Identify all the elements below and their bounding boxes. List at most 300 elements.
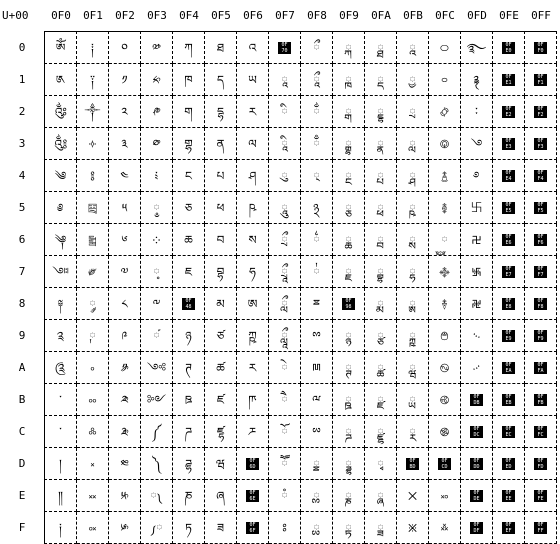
glyph: ྾ — [407, 488, 418, 503]
glyph: ད — [217, 72, 224, 87]
glyph: ྊ — [312, 360, 321, 375]
glyph-cell — [77, 160, 109, 192]
glyph-cell — [333, 416, 365, 448]
missing-glyph-box: 0F E0 — [502, 42, 515, 54]
glyph-cell — [237, 416, 269, 448]
glyph: ྨ — [377, 296, 384, 311]
glyph: པ — [216, 168, 225, 183]
glyph-cell — [44, 192, 77, 224]
glyph-cell — [429, 288, 461, 320]
glyph-cell — [44, 320, 77, 352]
row-header: 7 — [18, 265, 26, 278]
glyph-cell — [109, 384, 141, 416]
unassigned-code-box — [493, 512, 525, 544]
missing-glyph-box: 0F E3 — [502, 138, 515, 150]
glyph: ག — [184, 104, 193, 119]
missing-glyph-box: 0F DF — [470, 522, 483, 534]
glyph-cell — [333, 320, 365, 352]
column-header: 0F1 — [83, 9, 103, 22]
glyph-cell — [365, 224, 397, 256]
glyph-cell — [269, 96, 301, 128]
glyph: ༥ — [121, 200, 128, 215]
glyph-cell — [333, 512, 365, 544]
glyph: ༐ — [91, 40, 94, 55]
glyph: ༢ — [121, 104, 128, 119]
glyph: ༦ — [121, 232, 128, 247]
unassigned-code-box — [493, 192, 525, 224]
unassigned-code-box — [525, 31, 557, 64]
glyph-cell — [365, 320, 397, 352]
unassigned-code-box — [525, 192, 557, 224]
row-header: 8 — [18, 297, 26, 310]
glyph-cell — [461, 160, 493, 192]
glyph: ྷ — [409, 264, 416, 279]
glyph-cell — [301, 31, 333, 64]
glyph: ࿘ — [471, 296, 482, 311]
glyph-cell — [429, 416, 461, 448]
row-header: F — [18, 521, 26, 534]
missing-glyph-box: 0F FE — [534, 490, 547, 502]
glyph: ༜ — [88, 424, 97, 439]
unassigned-code-box — [493, 448, 525, 480]
glyph: ༤ — [120, 168, 129, 183]
glyph-cell — [333, 256, 365, 288]
glyph: ࿕ — [470, 200, 483, 215]
glyph: ླ — [409, 136, 416, 151]
glyph: ཽ — [281, 456, 288, 471]
glyph-cell — [429, 512, 461, 544]
glyph: ༂ — [54, 104, 67, 119]
unassigned-code-box — [493, 384, 525, 416]
missing-glyph-box: 0F EE — [502, 490, 515, 502]
glyph-cell — [461, 64, 493, 96]
column-header: 0F5 — [211, 9, 231, 22]
glyph: ࿎ — [440, 488, 449, 503]
unassigned-code-box — [493, 288, 525, 320]
glyph-cell — [109, 352, 141, 384]
glyph-cell — [301, 224, 333, 256]
unassigned-code-box — [525, 160, 557, 192]
glyph: ྍ — [313, 456, 320, 471]
glyph: ༈ — [57, 296, 64, 311]
glyph: ༴ — [154, 168, 159, 183]
glyph-cell — [365, 64, 397, 96]
glyph-cell — [77, 352, 109, 384]
missing-glyph-box: 0F E6 — [502, 234, 515, 246]
missing-glyph-box: 0F E2 — [502, 106, 515, 118]
glyph: ࿀ — [440, 40, 449, 55]
row-header: 0 — [18, 41, 26, 54]
glyph-cell — [109, 96, 141, 128]
glyph-cell — [205, 64, 237, 96]
glyph: ༡ — [121, 72, 128, 87]
glyph-cell — [205, 288, 237, 320]
glyph-cell — [333, 384, 365, 416]
glyph-cell — [301, 320, 333, 352]
glyph-cell — [141, 416, 173, 448]
glyph: ྶ — [409, 232, 416, 247]
glyph-cell — [365, 384, 397, 416]
glyph: ྡྷ — [377, 104, 384, 119]
glyph-cell — [141, 384, 173, 416]
missing-glyph-box: 0F DC — [470, 426, 483, 438]
missing-glyph-box: 0F EC — [502, 426, 515, 438]
glyph-cell — [269, 352, 301, 384]
glyph-cell — [173, 192, 205, 224]
row-header: A — [18, 361, 26, 374]
glyph: ࿅ — [441, 200, 448, 215]
missing-glyph-box: 0F FC — [534, 426, 547, 438]
glyph: ༗ — [88, 264, 97, 279]
glyph-cell — [397, 352, 429, 384]
unassigned-code-box — [525, 512, 557, 544]
column-header: 0F7 — [275, 9, 295, 22]
glyph-cell — [397, 256, 429, 288]
missing-glyph-box: 0F 6E — [246, 490, 259, 502]
glyph: ༩ — [121, 328, 128, 343]
glyph: ༟ — [88, 520, 97, 535]
glyph-cell — [333, 31, 365, 64]
glyph: ༀ — [55, 40, 66, 55]
glyph: ྯ — [377, 520, 384, 535]
glyph: ྻ — [409, 392, 416, 407]
column-header: 0F2 — [115, 9, 135, 22]
unassigned-code-box — [525, 320, 557, 352]
glyph-cell — [269, 512, 301, 544]
glyph-cell — [461, 256, 493, 288]
glyph: ྱ — [409, 72, 416, 87]
glyph: ཛྷ — [216, 424, 225, 439]
glyph: ࿗ — [471, 264, 482, 279]
column-header: 0FA — [371, 9, 391, 22]
glyph-cell — [365, 256, 397, 288]
glyph-cell — [173, 160, 205, 192]
glyph: ࿄ — [441, 168, 448, 183]
glyph: ࿓ — [470, 136, 483, 151]
glyph: ཨ — [247, 296, 258, 311]
glyph-cell — [173, 96, 205, 128]
glyph: ྉ — [312, 328, 321, 343]
glyph-cell — [269, 384, 301, 416]
glyph: ྪ — [377, 360, 384, 375]
glyph: ༕ — [87, 200, 98, 215]
glyph-cell — [109, 448, 141, 480]
glyph: ྰ — [409, 40, 416, 55]
glyph: ༖ — [88, 232, 97, 247]
glyph-cell — [109, 128, 141, 160]
glyph: ྋ — [312, 392, 321, 407]
glyph: ࿋ — [439, 392, 450, 407]
row-header: 9 — [18, 329, 26, 342]
glyph-cell — [44, 352, 77, 384]
glyph: ཌ — [185, 424, 192, 439]
unassigned-code-box — [493, 352, 525, 384]
glyph: ༻ — [146, 392, 167, 407]
glyph-cell — [77, 31, 109, 64]
glyph: ྿ — [407, 520, 418, 535]
glyph-cell — [205, 416, 237, 448]
glyph-cell — [77, 96, 109, 128]
glyph: ཚ — [216, 360, 225, 375]
glyph: ྄ — [313, 168, 320, 183]
glyph: ་ — [59, 392, 62, 407]
glyph-cell — [77, 64, 109, 96]
glyph: ༽ — [152, 456, 161, 471]
unassigned-code-box — [525, 480, 557, 512]
unassigned-code-box — [525, 256, 557, 288]
glyph-cell — [301, 352, 333, 384]
glyph: ༯ — [120, 520, 129, 535]
unassigned-code-box — [461, 448, 493, 480]
glyph-cell — [333, 64, 365, 96]
missing-glyph-box: 0F 6F — [246, 522, 259, 534]
missing-glyph-box: 0F EA — [502, 362, 515, 374]
glyph-cell — [109, 192, 141, 224]
missing-glyph-box: 0F 48 — [182, 298, 195, 310]
glyph: ࿑ — [473, 72, 480, 87]
glyph: ྦྷ — [377, 264, 384, 279]
row-header: 1 — [18, 73, 26, 86]
unassigned-code-box — [525, 352, 557, 384]
glyph-cell — [333, 160, 365, 192]
glyph: ྐ — [345, 40, 352, 55]
glyph-cell — [109, 320, 141, 352]
glyph: ཡ — [248, 72, 257, 87]
missing-glyph-box: 0F ED — [502, 458, 515, 470]
unassigned-code-box — [493, 480, 525, 512]
glyph: ཝ — [216, 456, 225, 471]
glyph: ུ — [281, 168, 288, 183]
glyph: ࿇ — [438, 264, 451, 279]
glyph: ཫ — [248, 392, 257, 407]
glyph-cell — [365, 31, 397, 64]
glyph: ྅ — [313, 200, 320, 215]
glyph: ྖ — [345, 232, 352, 247]
glyph-cell — [429, 352, 461, 384]
missing-glyph-box: 0F F2 — [534, 106, 547, 118]
glyph: ཤ — [248, 168, 257, 183]
glyph-cell — [429, 384, 461, 416]
glyph: ཏ — [185, 520, 192, 535]
glyph-cell — [397, 128, 429, 160]
glyph: ࿊ — [439, 360, 450, 375]
glyph: ༒ — [84, 104, 101, 119]
missing-glyph-box: 0F F6 — [534, 234, 547, 246]
row-header: E — [18, 489, 26, 502]
glyph: ༵ — [153, 200, 160, 215]
glyph-cell — [397, 320, 429, 352]
glyph: ࿐ — [466, 40, 487, 55]
glyph: ེ — [281, 360, 288, 375]
corner-label: U+00 — [2, 9, 29, 22]
glyph-cell — [109, 224, 141, 256]
glyph-cell — [269, 288, 301, 320]
glyph: ༣ — [121, 136, 128, 151]
glyph-cell — [173, 256, 205, 288]
glyph-cell — [397, 192, 429, 224]
glyph: ༪ — [120, 360, 129, 375]
glyph: ཷ — [281, 264, 288, 279]
glyph-cell — [365, 192, 397, 224]
glyph-cell — [461, 288, 493, 320]
glyph: ཱྀ — [313, 72, 320, 87]
missing-glyph-box: 0F E9 — [502, 330, 515, 342]
glyph-cell — [77, 320, 109, 352]
glyph-cell — [461, 224, 493, 256]
glyph-cell — [429, 128, 461, 160]
glyph-cell — [365, 128, 397, 160]
missing-glyph-box: 0F F7 — [534, 266, 547, 278]
glyph-cell — [301, 448, 333, 480]
glyph-cell — [205, 352, 237, 384]
glyph-cell — [397, 64, 429, 96]
glyph-cell — [301, 192, 333, 224]
glyph: ༠ — [121, 40, 128, 55]
unassigned-code-box — [461, 384, 493, 416]
missing-glyph-box: 0F F9 — [534, 330, 547, 342]
glyph: ན — [216, 136, 225, 151]
glyph-cell — [333, 96, 365, 128]
glyph: ༉ — [56, 328, 65, 343]
glyph: ྀ — [313, 40, 320, 55]
glyph-cell — [109, 31, 141, 64]
glyph: ྈ — [312, 296, 321, 311]
glyph-cell — [237, 256, 269, 288]
glyph: ཟ — [216, 520, 225, 535]
glyph-cell — [333, 448, 365, 480]
glyph: ࿒ — [475, 104, 478, 119]
glyph: ࿁ — [441, 72, 448, 87]
glyph: ࿆ — [441, 232, 448, 247]
glyph: ྲྀ — [281, 232, 288, 247]
glyph-cell — [365, 512, 397, 544]
glyph: བ — [216, 232, 225, 247]
missing-glyph-box: 0F DB — [470, 394, 483, 406]
glyph-cell — [269, 128, 301, 160]
unassigned-code-box — [493, 416, 525, 448]
glyph: ྴ — [409, 168, 416, 183]
glyph: ཀ — [184, 40, 193, 55]
unassigned-code-box — [493, 64, 525, 96]
glyph-cell — [301, 96, 333, 128]
column-header: 0FB — [403, 9, 423, 22]
glyph: ཱི — [281, 136, 288, 151]
column-header: 0FE — [499, 9, 519, 22]
missing-glyph-box: 0F 6D — [246, 458, 259, 470]
glyph: ྲ — [409, 104, 416, 119]
glyph-cell — [141, 31, 173, 64]
missing-glyph-box: 0F CD — [438, 458, 451, 470]
glyph: ། — [59, 456, 62, 471]
glyph-cell — [333, 352, 365, 384]
glyph-cell — [365, 416, 397, 448]
glyph-cell — [173, 480, 205, 512]
glyph-cell — [237, 192, 269, 224]
glyph-cell — [301, 384, 333, 416]
glyph-cell — [269, 320, 301, 352]
glyph: ྤ — [377, 168, 384, 183]
glyph: ཿ — [282, 520, 287, 535]
glyph-cell — [429, 192, 461, 224]
glyph-cell — [365, 448, 397, 480]
unassigned-code-box — [237, 480, 269, 512]
missing-glyph-box: 0F BD — [406, 458, 419, 470]
glyph-cell — [429, 480, 461, 512]
unassigned-code-box — [525, 448, 557, 480]
glyph-cell — [237, 384, 269, 416]
unassigned-code-box — [525, 96, 557, 128]
glyph: ࿉ — [440, 328, 449, 343]
glyph: ྺ — [409, 360, 416, 375]
glyph: ཧ — [249, 264, 256, 279]
glyph-cell — [397, 512, 429, 544]
glyph-cell — [44, 224, 77, 256]
glyph-cell — [44, 128, 77, 160]
glyph: ཐ — [216, 40, 225, 55]
glyph: ༧ — [120, 264, 129, 279]
glyph-cell — [461, 320, 493, 352]
glyph-cell — [44, 288, 77, 320]
glyph-cell — [301, 64, 333, 96]
glyph: ཻ — [281, 392, 288, 407]
glyph-cell — [141, 64, 173, 96]
glyph-cell — [237, 31, 269, 64]
glyph-cell — [173, 416, 205, 448]
glyph: ི — [281, 104, 288, 119]
missing-glyph-box: 0F F5 — [534, 202, 547, 214]
glyph-cell — [109, 512, 141, 544]
glyph: ྎ — [313, 488, 320, 503]
glyph-cell — [205, 31, 237, 64]
glyph: ࿌ — [439, 424, 450, 439]
glyph: ྵ — [409, 200, 416, 215]
glyph: ࿖ — [471, 232, 482, 247]
glyph: ཁ — [184, 72, 193, 87]
glyph-cell — [173, 31, 205, 64]
unassigned-code-box — [269, 31, 301, 64]
glyph-cell — [109, 64, 141, 96]
glyph-cell — [44, 256, 77, 288]
glyph: ྏ — [313, 520, 320, 535]
glyph: ༑ — [89, 72, 96, 87]
unassigned-code-box — [525, 416, 557, 448]
glyph-cell — [269, 224, 301, 256]
missing-glyph-box: 0F EB — [502, 394, 515, 406]
unassigned-code-box — [525, 384, 557, 416]
unassigned-code-box — [237, 512, 269, 544]
glyph-cell — [461, 128, 493, 160]
row-header: 5 — [18, 201, 26, 214]
unassigned-code-box — [525, 128, 557, 160]
glyph-cell — [77, 512, 109, 544]
glyph: ཀྵ — [248, 328, 257, 343]
missing-glyph-box: 0F F8 — [534, 298, 547, 310]
glyph-cell — [205, 192, 237, 224]
glyph: ཇ — [184, 264, 193, 279]
glyph-cell — [429, 64, 461, 96]
glyph: ཌྷ — [185, 456, 192, 471]
glyph-cell — [397, 288, 429, 320]
glyph-cell — [269, 416, 301, 448]
column-header: 0F3 — [147, 9, 167, 22]
glyph-cell — [301, 480, 333, 512]
glyph: ༃ — [53, 136, 68, 151]
glyph: ྒ — [345, 104, 352, 119]
glyph-cell — [44, 384, 77, 416]
missing-glyph-box: 0F DE — [470, 490, 483, 502]
missing-glyph-box: 0F E5 — [502, 202, 515, 214]
unassigned-code-box — [237, 448, 269, 480]
